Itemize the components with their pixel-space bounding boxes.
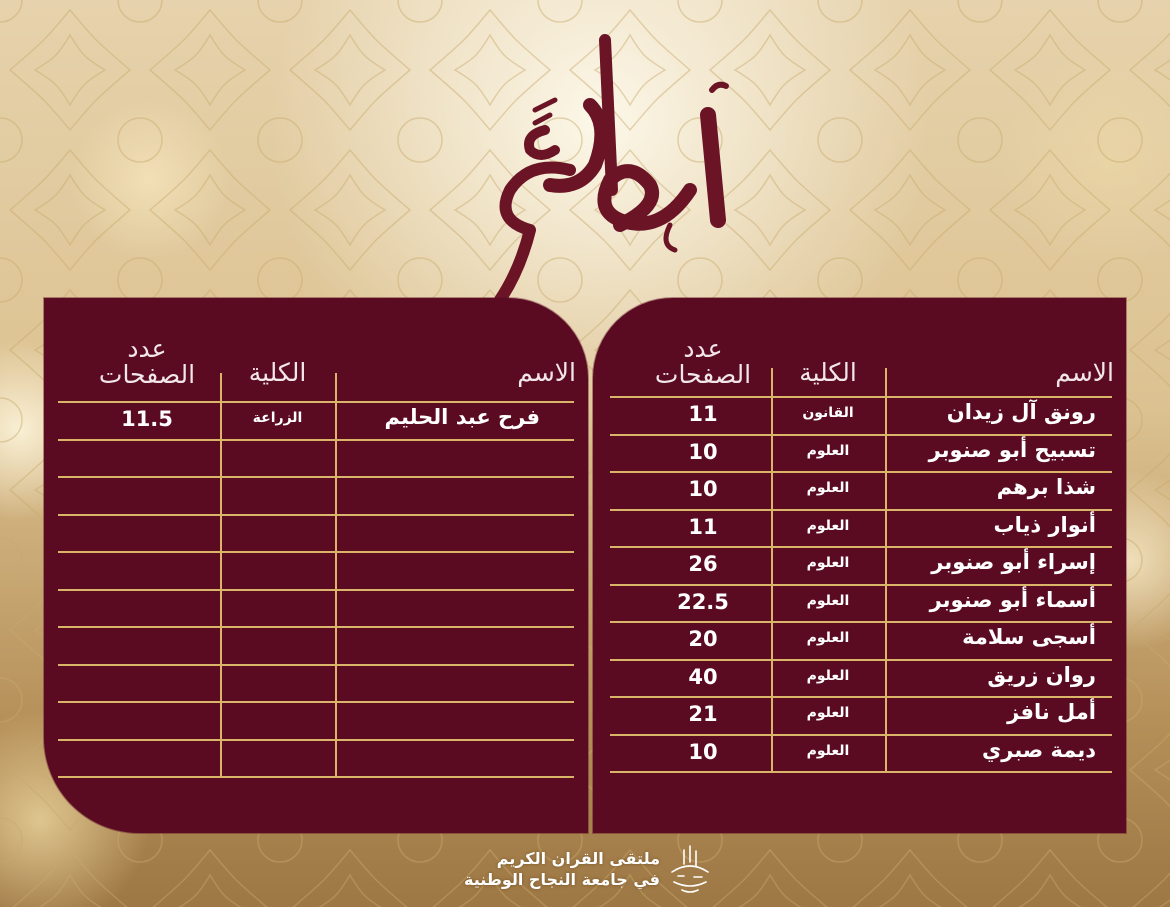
row-divider — [58, 739, 574, 741]
cell-name: أسماء أبو صنوبر — [929, 587, 1096, 612]
row-divider — [58, 589, 574, 591]
column-divider — [335, 373, 337, 776]
header-faculty: الكلية — [799, 358, 857, 387]
row-divider — [58, 401, 574, 403]
row-divider — [58, 664, 574, 666]
cell-pages: 11 — [688, 514, 718, 539]
cell-name: تسبيح أبو صنوبر — [928, 437, 1096, 462]
cell-pages: 10 — [688, 439, 718, 464]
header-pages-line1: عدد — [683, 334, 723, 363]
cell-faculty: العلوم — [806, 667, 850, 684]
cell-pages: 10 — [688, 739, 718, 764]
row-divider — [58, 476, 574, 478]
cell-name: روان زريق — [987, 662, 1096, 687]
row-divider — [610, 659, 1112, 661]
cell-pages: 11.5 — [121, 407, 173, 431]
cell-faculty: العلوم — [806, 742, 850, 759]
cell-pages: 20 — [688, 627, 718, 651]
row-divider — [610, 584, 1112, 586]
header-name: الاسم — [517, 358, 576, 387]
cell-faculty: العلوم — [806, 442, 850, 459]
cell-faculty: العلوم — [806, 517, 850, 534]
cell-pages: 21 — [688, 702, 718, 726]
cell-faculty: الزراعة — [252, 410, 303, 426]
cell-pages: 26 — [688, 552, 718, 576]
cell-faculty: القانون — [802, 405, 854, 421]
cell-name: ديمة صبري — [982, 737, 1096, 762]
row-divider — [610, 546, 1112, 548]
calligraphy-title — [440, 20, 760, 300]
cell-pages: 11 — [688, 402, 718, 426]
right-table-panel — [593, 298, 1126, 833]
row-divider — [610, 734, 1112, 736]
header-faculty: الكلية — [248, 358, 307, 387]
header-pages-line2: الصفحات — [654, 360, 752, 389]
cell-name: أمل نافز — [1007, 700, 1096, 724]
row-divider — [58, 776, 574, 778]
cell-pages: 10 — [688, 477, 718, 501]
row-divider — [58, 514, 574, 516]
cell-name: إسراء أبو صنوبر — [931, 550, 1096, 574]
cell-name: شذا برهم — [996, 475, 1096, 499]
header-pages-line1: عدد — [127, 334, 167, 363]
cell-name: أسجى سلامة — [962, 625, 1096, 649]
row-divider — [610, 621, 1112, 623]
cell-faculty: العلوم — [806, 555, 850, 571]
row-divider — [610, 434, 1112, 436]
calligraphy-title-art — [440, 20, 760, 300]
column-divider — [220, 373, 222, 776]
left-table-panel — [44, 298, 588, 833]
footer-line-1: ملتقى القران الكريم — [496, 849, 660, 868]
cell-faculty: العلوم — [806, 480, 850, 496]
row-divider — [58, 439, 574, 441]
row-divider — [610, 396, 1112, 398]
row-divider — [58, 701, 574, 703]
cell-faculty: العلوم — [806, 705, 850, 721]
cell-name: فرح عبد الحليم — [384, 405, 540, 429]
cell-faculty: العلوم — [806, 592, 850, 609]
header-name: الاسم — [1055, 358, 1114, 387]
cell-pages: 22.5 — [677, 589, 729, 614]
cell-pages: 40 — [688, 664, 718, 689]
cell-name: رونق آل زيدان — [946, 400, 1096, 424]
forum-logo-icon — [664, 842, 716, 900]
cell-faculty: العلوم — [806, 630, 850, 646]
row-divider — [610, 771, 1112, 773]
footer-line-2: في جامعة النجاح الوطنية — [463, 870, 660, 889]
row-divider — [610, 471, 1112, 473]
row-divider — [610, 696, 1112, 698]
row-divider — [58, 551, 574, 553]
row-divider — [610, 509, 1112, 511]
header-pages-line2: الصفحات — [98, 360, 196, 389]
footer-text — [450, 848, 660, 890]
row-divider — [58, 626, 574, 628]
cell-name: أنوار ذياب — [993, 512, 1096, 537]
